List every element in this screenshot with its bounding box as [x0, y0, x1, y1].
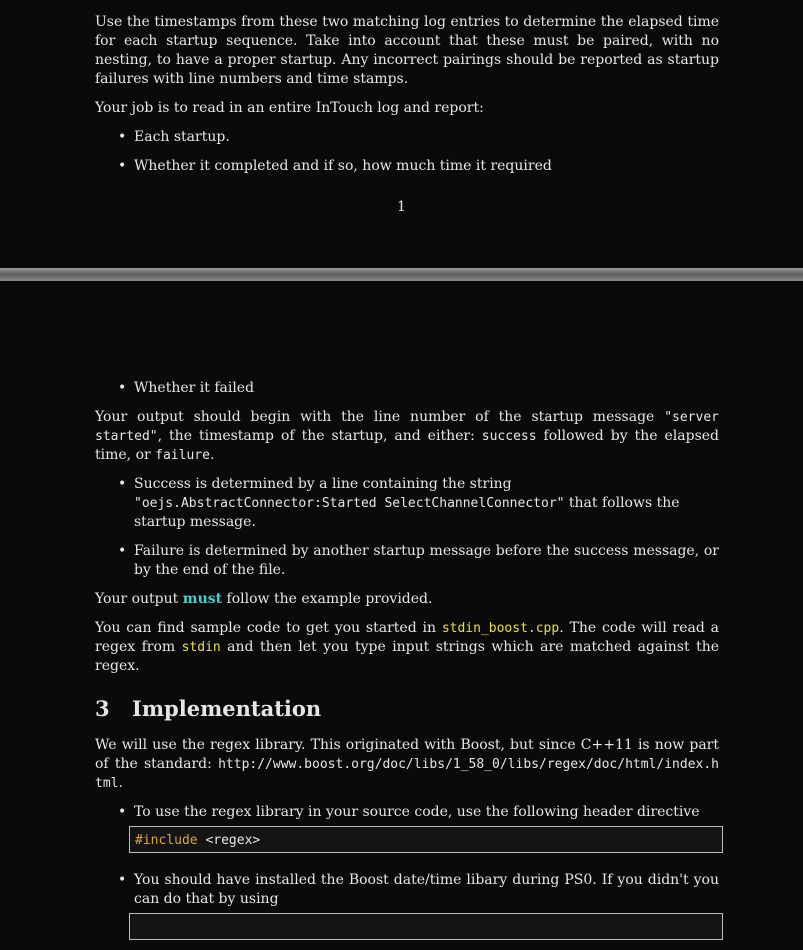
code-header: <regex> [197, 833, 261, 848]
list-item-boost: • You should have installed the Boost date/time libary during PS0. If you didn't you can do that by using [95, 871, 719, 940]
paragraph-job: Your job is to read in an entire InTouch log and report: [95, 100, 484, 116]
paragraph-timestamps: Use the timestamps from these two matching log entries to determine the elapsed time for each startup sequence. Take into account that these must be paired, with no nesting, to have a proper startup. Any incorrect pairings should be reported as startup failures with line numbers and time stamps. [95, 14, 719, 87]
emphasis-must: must [182, 591, 223, 607]
list-item-failure: • Failure is determined by another startup message before the success message, or by the end of the file. [95, 542, 719, 580]
list-item: • Each startup. [95, 128, 719, 147]
paragraph-implementation: We will use the regex library. This originated with Boost, but since C++11 is now part of the standard: http://www.boost.org/doc/libs/1_58_0/libs/regex/doc/html/index.html. [95, 737, 719, 791]
link-stdin-boost[interactable]: stdin_boost.cpp [441, 621, 560, 636]
code-keyword: #include [135, 833, 198, 848]
criteria-list [95, 475, 719, 580]
page-1-body [95, 13, 719, 186]
page-number: 1 [397, 199, 406, 215]
code-server-started: "server started" [95, 410, 719, 444]
list-item: • Whether it failed [95, 379, 719, 398]
code-block-install [129, 913, 723, 940]
page-2-body [95, 379, 719, 950]
page-separator [0, 268, 803, 281]
report-list-continued [95, 379, 719, 398]
section-number: 3 [95, 696, 110, 721]
code-success: success [481, 429, 537, 444]
list-item-regex: • To use the regex library in your source code, use the following header directive #include <regex> [95, 803, 719, 853]
implementation-list [95, 803, 719, 940]
code-connector-string: "oejs.AbstractConnector:Started SelectChannelConnector" [134, 496, 565, 511]
code-failure: failure [155, 448, 210, 463]
paragraph-sample-code: You can find sample code to get you started in stdin_boost.cpp. The code will read a regex from stdin and then let you type input strings which are matched against the regex. [95, 620, 720, 674]
report-list [95, 128, 719, 176]
section-heading [95, 696, 719, 722]
code-block-include [129, 826, 723, 853]
document-page-2 [0, 281, 803, 907]
code-stdin: stdin [181, 640, 221, 655]
link-boost-docs[interactable]: http://www.boost.org/doc/libs/1_58_0/libs/regex/doc/html/index.html [95, 757, 719, 791]
document-page-1 [0, 0, 803, 268]
list-item-success: • Success is determined by a line containing the string "oejs.AbstractConnector:Started SelectChannelConnector" that follows the startup message. [95, 475, 719, 532]
section-title: Implementation [132, 696, 322, 721]
paragraph-output: Your output should begin with the line number of the startup message "server started", the timestamp of the startup, and either: success followed by the elapsed time, or failure. [95, 409, 720, 463]
paragraph-must: Your output must follow the example provided. [95, 591, 433, 607]
list-item: • Whether it completed and if so, how much time it required [95, 157, 719, 176]
